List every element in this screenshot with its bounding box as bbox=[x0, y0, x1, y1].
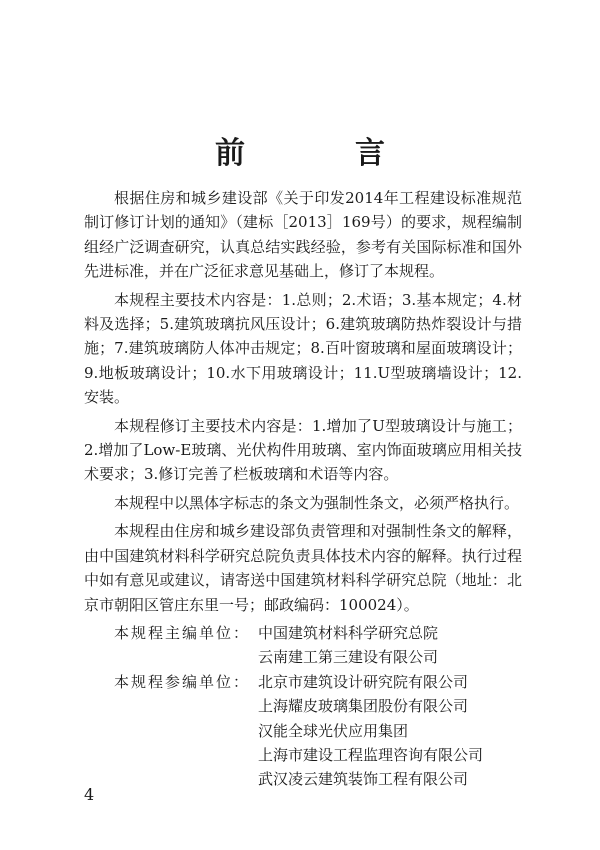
chief-editor-list bbox=[258, 621, 522, 670]
co-editor-unit: 武汉凌云建筑装饰工程有限公司 bbox=[258, 770, 469, 789]
chief-editor-unit: 云南建工第三建设有限公司 bbox=[258, 648, 439, 667]
paragraph-main-content: 本规程主要技术内容是：1.总则；2.术语；3.基本规定；4.材料及选择；5.建筑玻璃抗风压设计；6.建筑玻璃防热炸裂设计与措施；7.建筑玻璃防人体冲击规定；8.百叶窗玻璃和屋面玻璃设计；9.地板玻璃设计；10.水下用玻璃设计；11.U型玻璃墙设计；12.安装。 bbox=[84, 290, 522, 407]
paragraph-revision-content: 本规程修订主要技术内容是：1.增加了U型玻璃设计与施工；2.增加了Low-E玻璃、光伏构件用玻璃、室内饰面玻璃应用相关技术要求；3.修订完善了栏板玻璃和术语等内容。 bbox=[84, 416, 522, 484]
paragraph-basis: 根据住房和城乡建设部《关于印发2014年工程建设标准规范制订修订计划的通知》（建标［2013］169号）的要求，规程编制组经广泛调查研究，认真总结实践经验，参考有关国际标准和国外先进标准，并在广泛征求意见基础上，修订了本规程。 bbox=[84, 189, 522, 281]
co-editor-units bbox=[84, 670, 522, 792]
chief-editor-unit: 中国建筑材料科学研究总院 bbox=[258, 623, 439, 642]
co-editor-unit: 上海耀皮玻璃集团股份有限公司 bbox=[258, 697, 469, 716]
co-editor-label: 本规程参编单位： bbox=[114, 672, 251, 691]
chief-editor-label: 本规程主编单位： bbox=[114, 623, 251, 642]
chief-editor-units bbox=[84, 621, 522, 670]
co-editor-unit: 北京市建筑设计研究院有限公司 bbox=[258, 672, 469, 691]
co-editor-list bbox=[258, 670, 522, 792]
page-title: 前 言 bbox=[215, 136, 425, 171]
page-number: 4 bbox=[84, 785, 95, 804]
paragraph-management: 本规程由住房和城乡建设部负责管理和对强制性条文的解释，由中国建筑材料科学研究总院负责具体技术内容的解释。执行过程中如有意见或建议，请寄送中国建筑材料科学研究总院（地址：北京市朝阳区管庄东里一号；邮政编码：100024）。 bbox=[84, 522, 522, 614]
co-editor-unit: 汉能全球光伏应用集团 bbox=[258, 721, 409, 740]
co-editor-unit: 上海市建设工程监理咨询有限公司 bbox=[258, 745, 484, 764]
paragraph-mandatory-clauses: 本规程中以黑体字标志的条文为强制性条文，必须严格执行。 bbox=[114, 493, 520, 512]
preface-body bbox=[84, 186, 522, 792]
